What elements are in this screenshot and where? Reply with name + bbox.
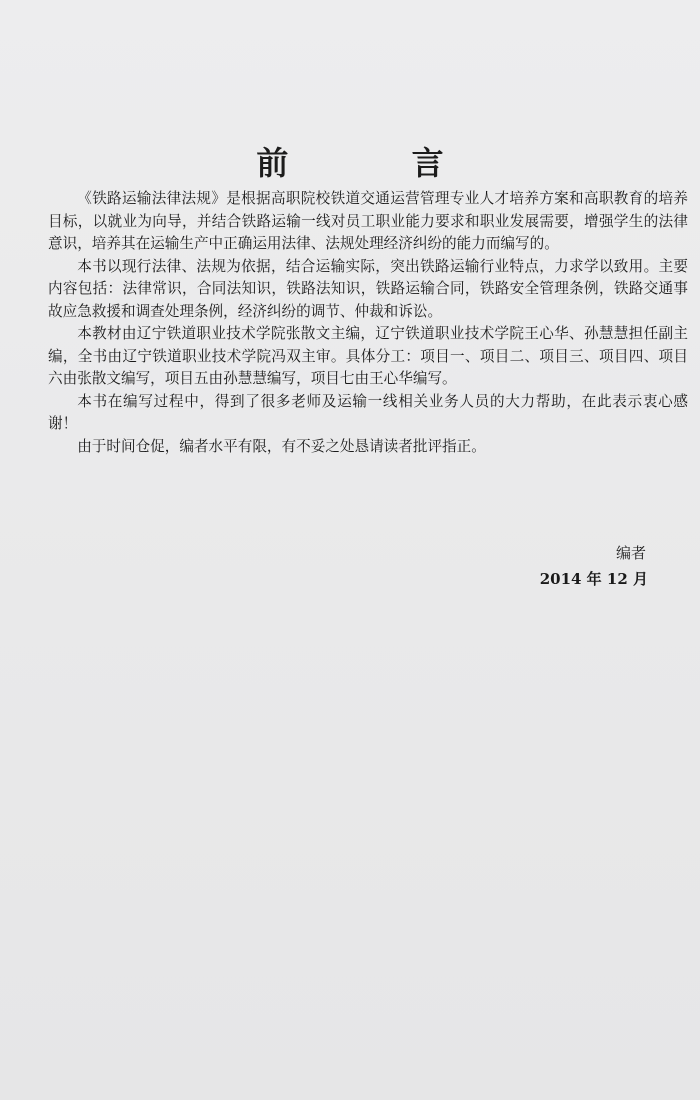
paragraph-5: 由于时间仓促，编者水平有限，有不妥之处恳请读者批评指正。 [77, 437, 486, 455]
paragraph-1: 《铁路运输法律法规》是根据高职院校铁道交通运营管理专业人才培养方案和高职教育的培养目标，以就业为向导，并结合铁路运输一线对员工职业能力要求和职业发展需要，增强学生的法律意识，培养其在运输生产中正确运用法律、法规处理经济纠纷的能力而编写的。 [48, 190, 688, 252]
signature-author: 编者 [615, 544, 646, 562]
paragraph-4: 本书在编写过程中，得到了很多老师及运输一线相关业务人员的大力帮助，在此表示衷心感谢！ [48, 392, 688, 432]
bleed-through-marks [40, 640, 326, 659]
paragraph-3: 本教材由辽宁铁道职业技术学院张散文主编，辽宁铁道职业技术学院王心华、孙慧慧担任副主编，全书由辽宁铁道职业技术学院冯双主审。具体分工：项目一、项目二、项目三、项目四、项目六由张散文编写，项目五由孙慧慧编写，项目七由王心华编写。 [48, 325, 688, 387]
paragraph-2: 本书以现行法律、法规为依据，结合运输实际，突出铁路运输行业特点，力求学以致用。主要内容包括：法律常识，合同法知识，铁路法知识，铁路运输合同，铁路安全管理条例，铁路交通事故应急救援和调查处理条例，经济纠纷的调节、仲裁和诉讼。 [48, 257, 688, 320]
page-title: 前 言 [256, 144, 500, 182]
preface-body [48, 188, 688, 458]
signature-date: 2014 年 12 月 [539, 570, 648, 588]
